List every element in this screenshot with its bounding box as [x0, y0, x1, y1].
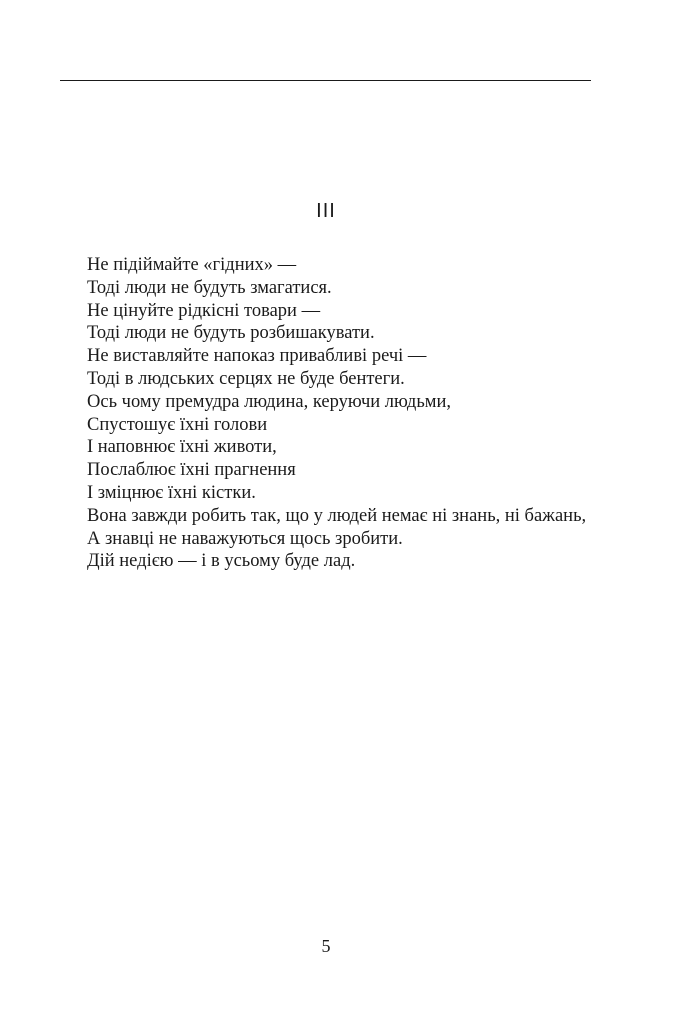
verse-line: А знавці не наважуються щось зробити.	[87, 528, 403, 549]
verse-line: Вона завжди робить так, що у людей немає ні знань, ні бажань,	[87, 505, 587, 526]
verse-line: І наповнює їхні животи,	[87, 437, 277, 458]
verse-line: Ось чому премудра людина, керуючи людьми,	[87, 391, 451, 412]
verse-line: Не підіймайте «гідних» —	[87, 255, 297, 275]
verse-line: Тоді люди не будуть змагатися.	[87, 277, 332, 298]
verse-line: Тоді люди не будуть розбишакувати.	[87, 323, 375, 344]
verse-text	[87, 254, 647, 573]
verse-line: Послаблює їхні прагнення	[87, 460, 296, 481]
verse-line: Тоді в людських серцях не буде бентеги.	[87, 368, 405, 389]
page-number: 5	[321, 936, 331, 956]
header-rule	[60, 80, 591, 81]
verse-line: Не цінуйте рідкісні товари —	[87, 300, 321, 321]
chapter-heading: III	[316, 200, 336, 222]
verse-line: І зміцнює їхні кістки.	[87, 482, 256, 503]
verse-line: Спустошує їхні голови	[87, 414, 268, 435]
verse-line: Не виставляйте напоказ привабливі речі —	[87, 346, 427, 367]
verse-line: Дій недією — і в усьому буде лад.	[87, 551, 356, 572]
